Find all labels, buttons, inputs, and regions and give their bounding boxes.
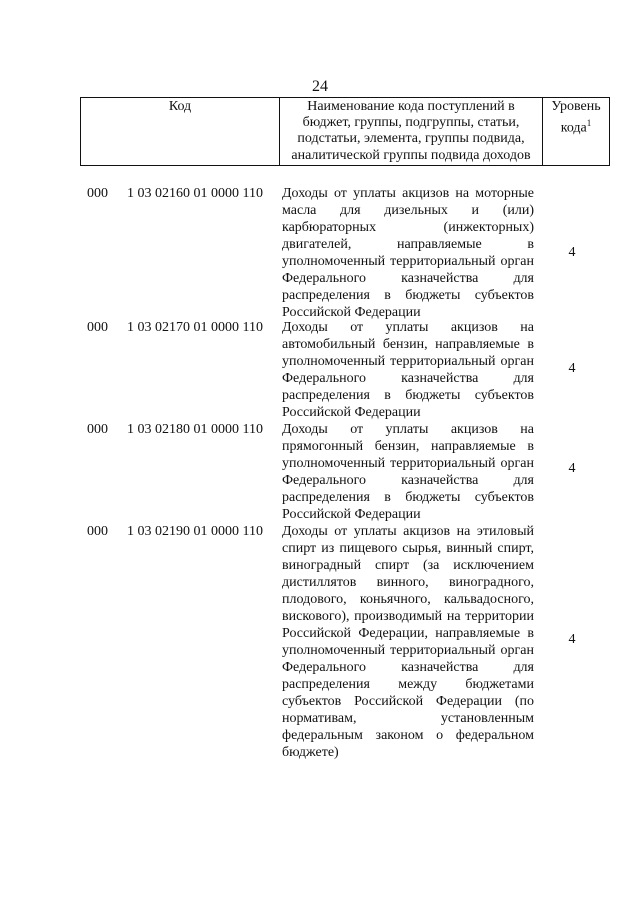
code-level: 4 bbox=[568, 361, 576, 376]
header-level-footnote: 1 bbox=[586, 118, 592, 129]
income-code: 1 03 02170 01 0000 110 bbox=[127, 320, 263, 335]
admin-code: 000 bbox=[87, 186, 108, 201]
header-name: Наименование кода поступлений в бюджет, группы, подгруппы, статьи, подстатьи, элемента, группы подвида, аналитической группы подвида доходов bbox=[280, 98, 543, 166]
page-number: 24 bbox=[312, 78, 328, 95]
income-name: Доходы от уплаты акцизов на моторные масла для дизельных и (или) карбюраторных (инжекторных) двигателей, направляемые в уполномоченный территориальный орган Федерального казначейства для распределения в бюджеты субъектов Российской Федерации bbox=[282, 186, 534, 320]
income-code: 1 03 02160 01 0000 110 bbox=[127, 186, 263, 201]
table-row bbox=[0, 185, 640, 319]
admin-code: 000 bbox=[87, 422, 108, 437]
admin-code: 000 bbox=[87, 524, 108, 539]
table-row bbox=[0, 421, 640, 523]
income-name: Доходы от уплаты акцизов на автомобильный бензин, направляемые в уполномоченный территориальный орган Федерального казначейства для распределения в бюджеты субъектов Российской Федерации bbox=[282, 320, 534, 420]
income-code: 1 03 02180 01 0000 110 bbox=[127, 422, 263, 437]
code-level: 4 bbox=[568, 245, 576, 260]
table-row bbox=[0, 523, 640, 763]
income-code: 1 03 02190 01 0000 110 bbox=[127, 524, 263, 539]
header-level bbox=[543, 98, 610, 166]
income-codes-list bbox=[0, 185, 640, 763]
code-level: 4 bbox=[568, 632, 576, 647]
table-header bbox=[80, 97, 610, 166]
admin-code: 000 bbox=[87, 320, 108, 335]
code-level: 4 bbox=[568, 461, 576, 476]
header-level-label: Уровень кода bbox=[551, 99, 601, 136]
header-code: Код bbox=[81, 98, 280, 166]
income-name: Доходы от уплаты акцизов на этиловый спирт из пищевого сырья, винный спирт, виноградный спирт (за исключением дистиллятов винного, виноградного, плодового, коньячного, кальвадосного, вискового), производимый на территории Российской Федерации, направляемые в уполномоченный территориальный орган Федерального казначейства для распределения между бюджетами субъектов Российской Федерации (по нормативам, установленным федеральным законом о федеральном бюджете) bbox=[282, 524, 534, 760]
income-name: Доходы от уплаты акцизов на прямогонный бензин, направляемые в уполномоченный территориальный орган Федерального казначейства для распределения в бюджеты субъектов Российской Федерации bbox=[282, 422, 534, 522]
table-row bbox=[0, 319, 640, 421]
